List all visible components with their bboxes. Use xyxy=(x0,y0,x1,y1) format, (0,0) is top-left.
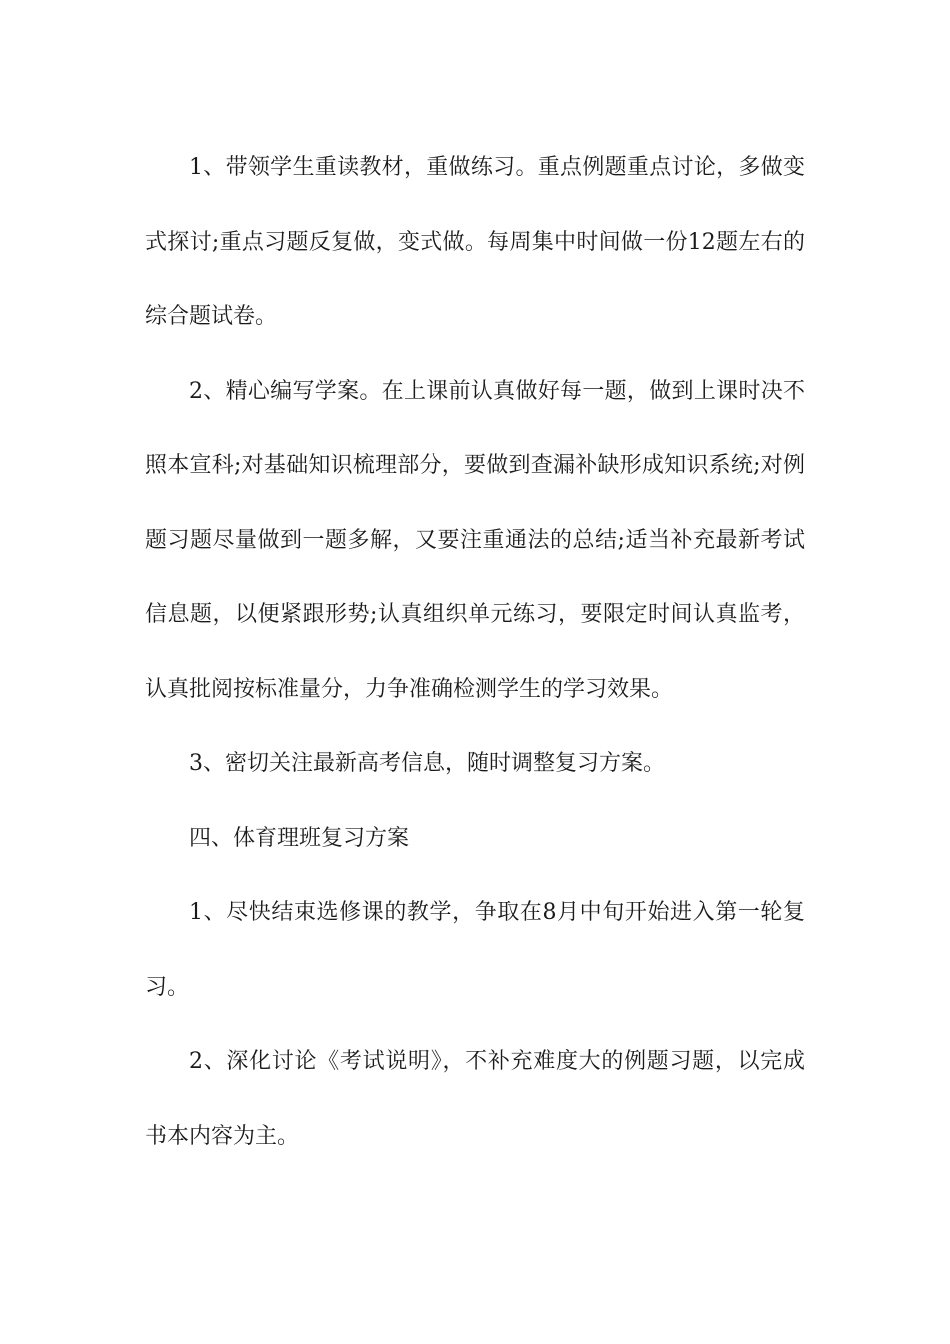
paragraph-1: 1、带领学生重读教材，重做练习。重点例题重点讨论，多做变式探讨;重点习题反复做，变式做。每周集中时间做一份12题左右的综合题试卷。 xyxy=(145,155,805,329)
paragraph-4: 1、尽快结束选修课的教学，争取在8月中旬开始进入第一轮复习。 xyxy=(145,900,805,1000)
section-heading: 四、体育理班复习方案 xyxy=(189,825,410,851)
paragraph-3: 3、密切关注最新高考信息，随时调整复习方案。 xyxy=(189,751,665,776)
paragraph-2: 2、精心编写学案。在上课前认真做好每一题，做到上课时决不照本宣科;对基础知识梳理部分，要做到查漏补缺形成知识系统;对例题习题尽量做到一题多解，又要注重通法的总结;适当补充最新考试信息题，以便紧跟形势;认真组织单元练习，要限定时间认真监考，认真批阅按标准量分，力争准确检测学生的学习效果。 xyxy=(145,378,805,702)
paragraph-5: 2、深化讨论《考试说明》，不补充难度大的例题习题，以完成书本内容为主。 xyxy=(145,1049,805,1149)
document-body xyxy=(145,131,805,1174)
